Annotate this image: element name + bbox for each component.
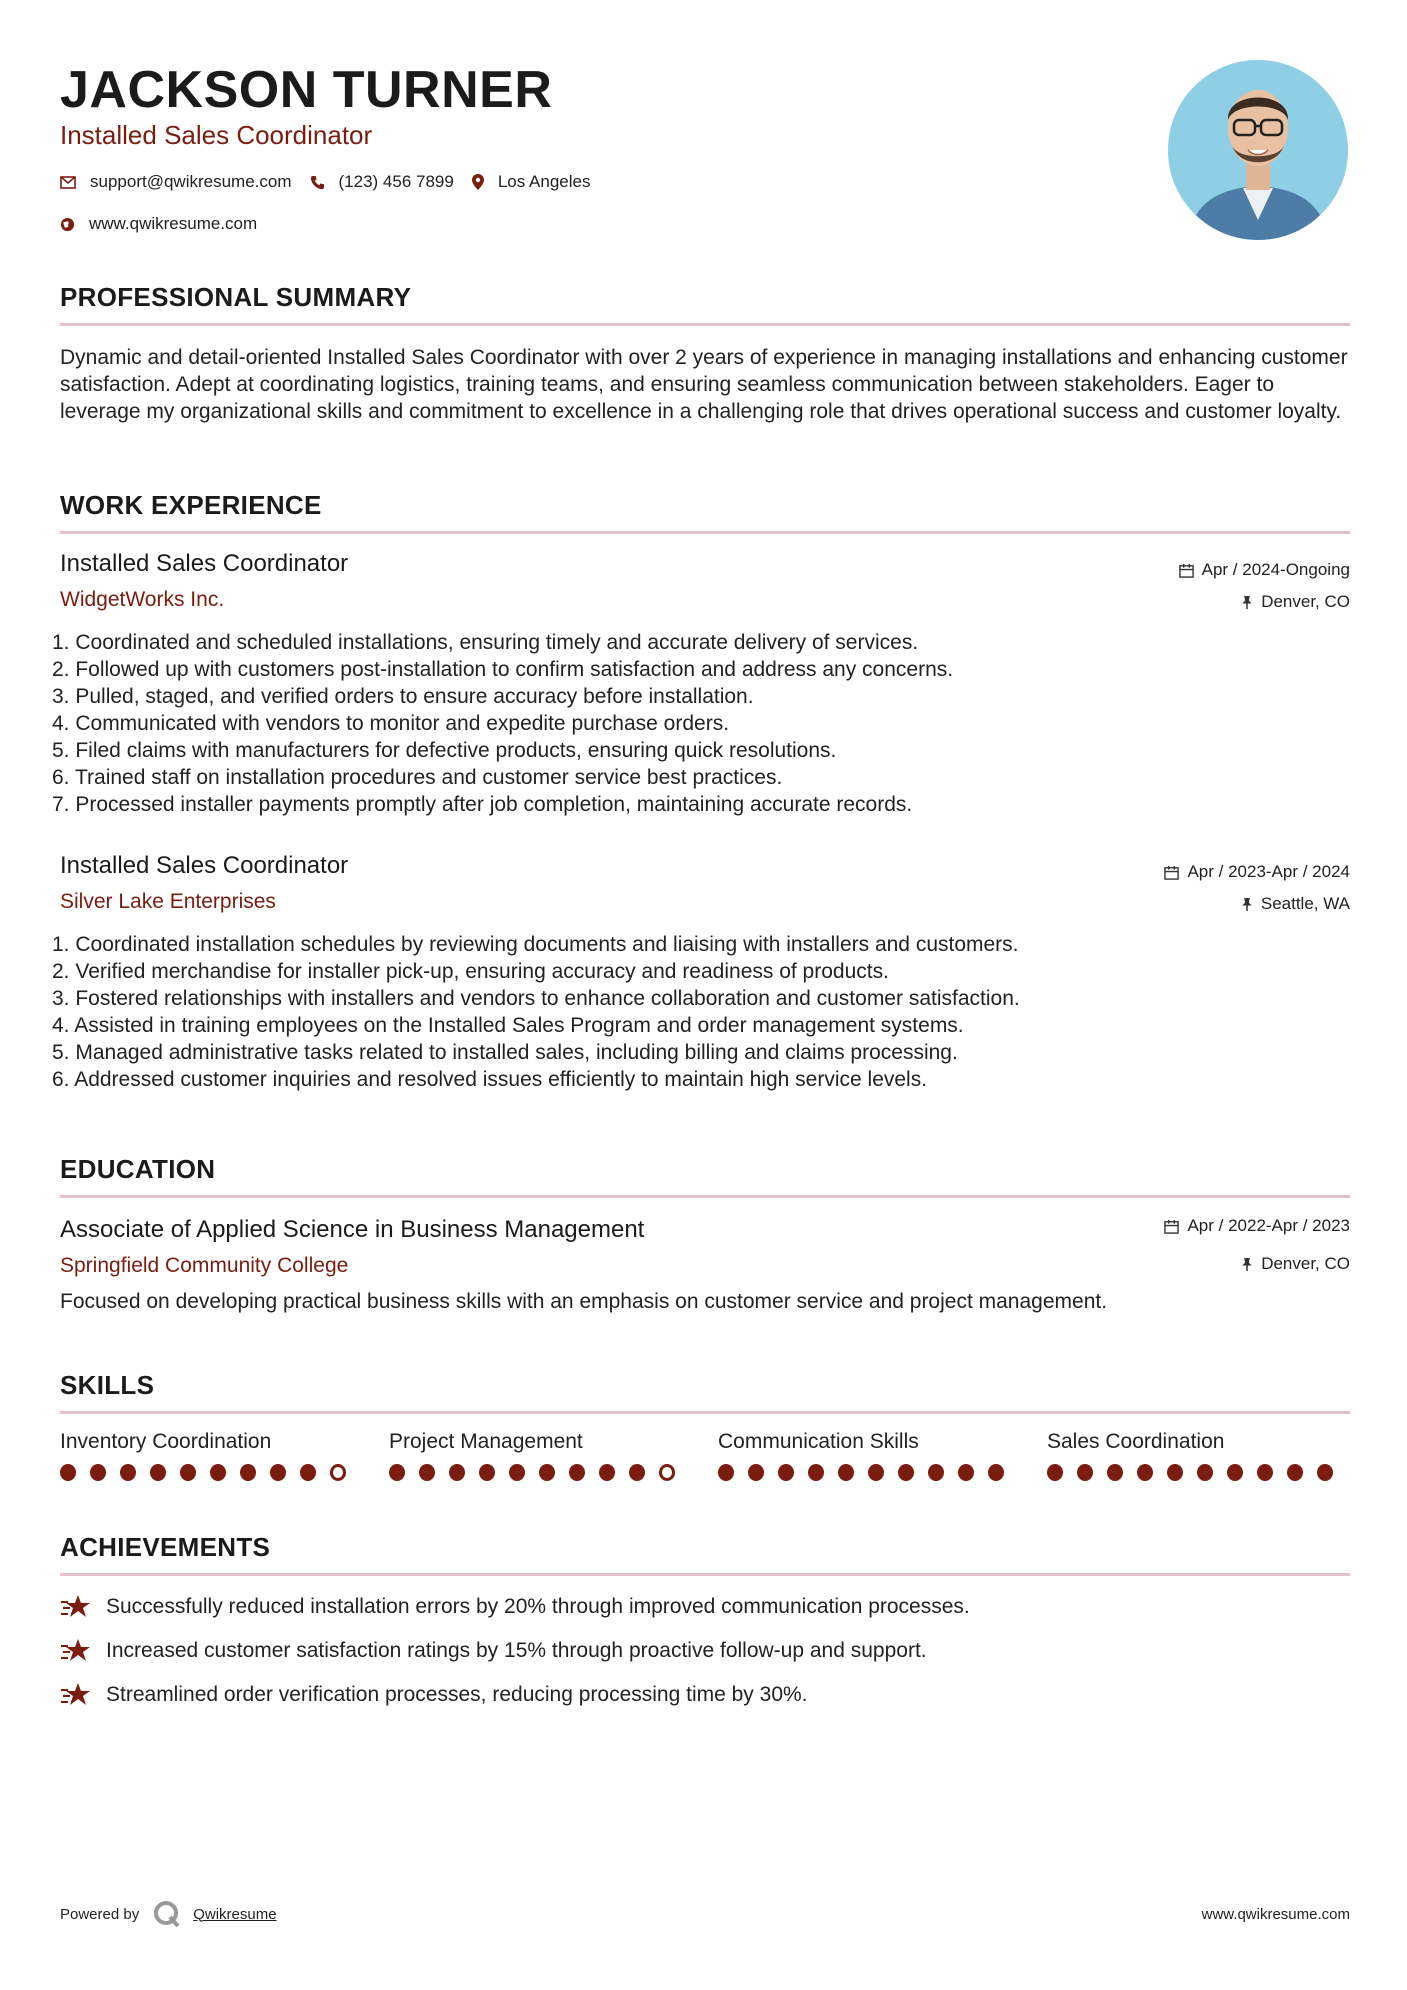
skill-dot-filled bbox=[1167, 1464, 1183, 1481]
skill-item bbox=[389, 1430, 689, 1481]
skill-dot-filled bbox=[928, 1464, 944, 1481]
skill-dot-filled bbox=[1257, 1464, 1273, 1481]
list-item bbox=[60, 1594, 970, 1620]
contact-email[interactable] bbox=[60, 172, 292, 192]
skill-dot-filled bbox=[1287, 1464, 1303, 1481]
map-pin-icon bbox=[472, 174, 484, 190]
star-award-icon bbox=[60, 1594, 92, 1620]
skill-dot-filled bbox=[449, 1464, 465, 1481]
skill-name: Inventory Coordination bbox=[60, 1430, 272, 1453]
skill-dot-filled bbox=[1077, 1464, 1093, 1481]
skill-name: Communication Skills bbox=[718, 1430, 919, 1453]
list-item: 4. Communicated with vendors to monitor and expedite purchase orders. bbox=[52, 712, 730, 735]
list-item bbox=[60, 1638, 927, 1664]
skill-dot-filled bbox=[838, 1464, 854, 1481]
list-item: 6. Addressed customer inquiries and resolved issues efficiently to maintain high service levels. bbox=[52, 1068, 928, 1091]
skill-dot-filled bbox=[808, 1464, 824, 1481]
job-1-location-text: Denver, CO bbox=[1261, 592, 1350, 611]
achievement-text: Successfully reduced installation errors by 20% through improved communication processes. bbox=[106, 1595, 970, 1618]
powered-by-label: Powered by bbox=[60, 1905, 140, 1923]
skill-name: Project Management bbox=[389, 1430, 583, 1453]
job-1-location bbox=[1241, 592, 1350, 612]
job-1-dates-text: Apr / 2024-Ongoing bbox=[1201, 560, 1350, 579]
calendar-icon bbox=[1179, 563, 1194, 578]
skill-dot-filled bbox=[150, 1464, 166, 1481]
list-item: 3. Fostered relationships with installers and vendors to enhance collaboration and customer satisfaction. bbox=[52, 987, 1020, 1010]
pushpin-icon bbox=[1241, 897, 1253, 912]
skill-dot-empty bbox=[330, 1464, 346, 1481]
list-item: 1. Coordinated installation schedules by reviewing documents and liaising with installers and customers. bbox=[52, 933, 1019, 956]
skill-dot-filled bbox=[1197, 1464, 1213, 1481]
skill-name: Sales Coordination bbox=[1047, 1430, 1225, 1453]
job-1-title: Installed Sales Coordinator bbox=[60, 550, 349, 577]
skill-dot-filled bbox=[240, 1464, 256, 1481]
calendar-icon bbox=[1164, 1219, 1179, 1234]
footer-powered-by bbox=[60, 1900, 277, 1928]
skill-dot-filled bbox=[120, 1464, 136, 1481]
skill-dot-filled bbox=[1317, 1464, 1333, 1481]
summary-text: Dynamic and detail-oriented Installed Sales Coordinator with over 2 years of experience in managing installations and enhancing customer satisfaction. Adept at coordinating logistics, training teams, and ensuring seamless communication between stakeholders. Eager to leverage my organizational skills and commitment to excellence in a challenging role that drives operational success and customer loyalty. bbox=[60, 346, 1348, 423]
skill-dot-filled bbox=[90, 1464, 106, 1481]
skill-rating bbox=[718, 1464, 1018, 1481]
skill-dot-filled bbox=[389, 1464, 405, 1481]
education-description: Focused on developing practical business skills with an emphasis on customer service and project management. bbox=[60, 1290, 1108, 1313]
section-title-achievements: ACHIEVEMENTS bbox=[60, 1532, 1350, 1576]
skill-dot-filled bbox=[479, 1464, 495, 1481]
skill-rating bbox=[1047, 1464, 1347, 1481]
star-award-icon bbox=[60, 1638, 92, 1664]
contact-row-secondary bbox=[60, 214, 275, 234]
list-item: 4. Assisted in training employees on the Installed Sales Program and order management systems. bbox=[52, 1014, 964, 1037]
skill-dot-filled bbox=[60, 1464, 76, 1481]
education-school: Springfield Community College bbox=[60, 1254, 349, 1277]
location-text: Los Angeles bbox=[497, 172, 591, 191]
job-2-company: Silver Lake Enterprises bbox=[60, 890, 276, 913]
job-1-bullets bbox=[52, 629, 953, 818]
list-item: 2. Verified merchandise for installer pick-up, ensuring accuracy and readiness of products. bbox=[52, 960, 889, 983]
skill-dot-filled bbox=[300, 1464, 316, 1481]
skill-dot-filled bbox=[1107, 1464, 1123, 1481]
skill-item bbox=[718, 1430, 1018, 1481]
skill-dot-filled bbox=[868, 1464, 884, 1481]
list-item bbox=[60, 1682, 808, 1708]
skill-dot-filled bbox=[180, 1464, 196, 1481]
skill-dot-filled bbox=[748, 1464, 764, 1481]
skill-dot-filled bbox=[539, 1464, 555, 1481]
skill-item bbox=[1047, 1430, 1347, 1481]
footer-website[interactable]: www.qwikresume.com bbox=[1201, 1906, 1350, 1923]
job-1-dates bbox=[1179, 560, 1350, 580]
skill-dot-filled bbox=[419, 1464, 435, 1481]
section-title-summary: PROFESSIONAL SUMMARY bbox=[60, 282, 1350, 326]
job-2-title: Installed Sales Coordinator bbox=[60, 852, 349, 879]
job-1-company: WidgetWorks Inc. bbox=[60, 588, 225, 611]
globe-icon bbox=[60, 217, 75, 232]
website-text: www.qwikresume.com bbox=[89, 214, 258, 233]
skill-dot-filled bbox=[898, 1464, 914, 1481]
email-text: support@qwikresume.com bbox=[90, 172, 292, 191]
list-item: 3. Pulled, staged, and verified orders to ensure accuracy before installation. bbox=[52, 685, 754, 708]
contact-phone[interactable] bbox=[310, 172, 454, 192]
job-2-dates-text: Apr / 2023-Apr / 2024 bbox=[1187, 862, 1350, 881]
list-item: 5. Managed administrative tasks related to installed sales, including billing and claims processing. bbox=[52, 1041, 958, 1064]
section-title-experience: WORK EXPERIENCE bbox=[60, 490, 1350, 534]
list-item: 1. Coordinated and scheduled installations, ensuring timely and accurate delivery of services. bbox=[52, 631, 919, 654]
education-degree: Associate of Applied Science in Business Management bbox=[60, 1216, 645, 1243]
profile-photo-illustration bbox=[1168, 60, 1348, 240]
achievement-text: Increased customer satisfaction ratings by 15% through proactive follow-up and support. bbox=[106, 1639, 927, 1662]
list-item: 6. Trained staff on installation procedures and customer service best practices. bbox=[52, 766, 783, 789]
achievement-text: Streamlined order verification processes, reducing processing time by 30%. bbox=[106, 1683, 808, 1706]
education-dates-text: Apr / 2022-Apr / 2023 bbox=[1187, 1216, 1350, 1235]
section-title-skills: SKILLS bbox=[60, 1370, 1350, 1414]
list-item: 2. Followed up with customers post-installation to confirm satisfaction and address any concerns. bbox=[52, 658, 954, 681]
skill-dot-filled bbox=[270, 1464, 286, 1481]
skill-dot-filled bbox=[509, 1464, 525, 1481]
education-dates bbox=[1164, 1216, 1350, 1236]
skill-dot-filled bbox=[718, 1464, 734, 1481]
skill-dot-empty bbox=[659, 1464, 675, 1481]
calendar-icon bbox=[1164, 865, 1179, 880]
job-2-bullets bbox=[52, 931, 1020, 1093]
contact-website[interactable] bbox=[60, 214, 257, 234]
skill-rating bbox=[389, 1464, 689, 1481]
skill-rating bbox=[60, 1464, 360, 1481]
qwikresume-logo-icon bbox=[153, 1900, 181, 1928]
contact-location bbox=[472, 172, 591, 192]
education-location bbox=[1241, 1254, 1350, 1274]
job-2-dates bbox=[1164, 862, 1350, 882]
email-icon bbox=[60, 176, 76, 189]
phone-icon bbox=[310, 175, 325, 190]
candidate-title: Installed Sales Coordinator bbox=[60, 120, 373, 150]
skill-dot-filled bbox=[958, 1464, 974, 1481]
skill-dot-filled bbox=[1227, 1464, 1243, 1481]
pushpin-icon bbox=[1241, 595, 1253, 610]
skill-dot-filled bbox=[210, 1464, 226, 1481]
contact-row-primary bbox=[60, 172, 608, 192]
star-award-icon bbox=[60, 1682, 92, 1708]
pushpin-icon bbox=[1241, 1257, 1253, 1272]
education-location-text: Denver, CO bbox=[1261, 1254, 1350, 1273]
phone-text: (123) 456 7899 bbox=[338, 172, 454, 191]
list-item: 7. Processed installer payments promptly after job completion, maintaining accurate records. bbox=[52, 793, 913, 816]
job-2-location bbox=[1241, 894, 1350, 914]
qwikresume-link[interactable]: Qwikresume bbox=[193, 1905, 277, 1923]
skill-dot-filled bbox=[629, 1464, 645, 1481]
skill-dot-filled bbox=[569, 1464, 585, 1481]
list-item: 5. Filed claims with manufacturers for defective products, ensuring quick resolutions. bbox=[52, 739, 837, 762]
skill-dot-filled bbox=[599, 1464, 615, 1481]
section-title-education: EDUCATION bbox=[60, 1154, 1350, 1198]
skill-dot-filled bbox=[778, 1464, 794, 1481]
skill-dot-filled bbox=[1137, 1464, 1153, 1481]
skill-item bbox=[60, 1430, 360, 1481]
job-2-location-text: Seattle, WA bbox=[1260, 894, 1350, 913]
skill-dot-filled bbox=[988, 1464, 1004, 1481]
skill-dot-filled bbox=[1047, 1464, 1063, 1481]
candidate-name: JACKSON TURNER bbox=[60, 61, 553, 119]
profile-photo bbox=[1168, 60, 1348, 240]
